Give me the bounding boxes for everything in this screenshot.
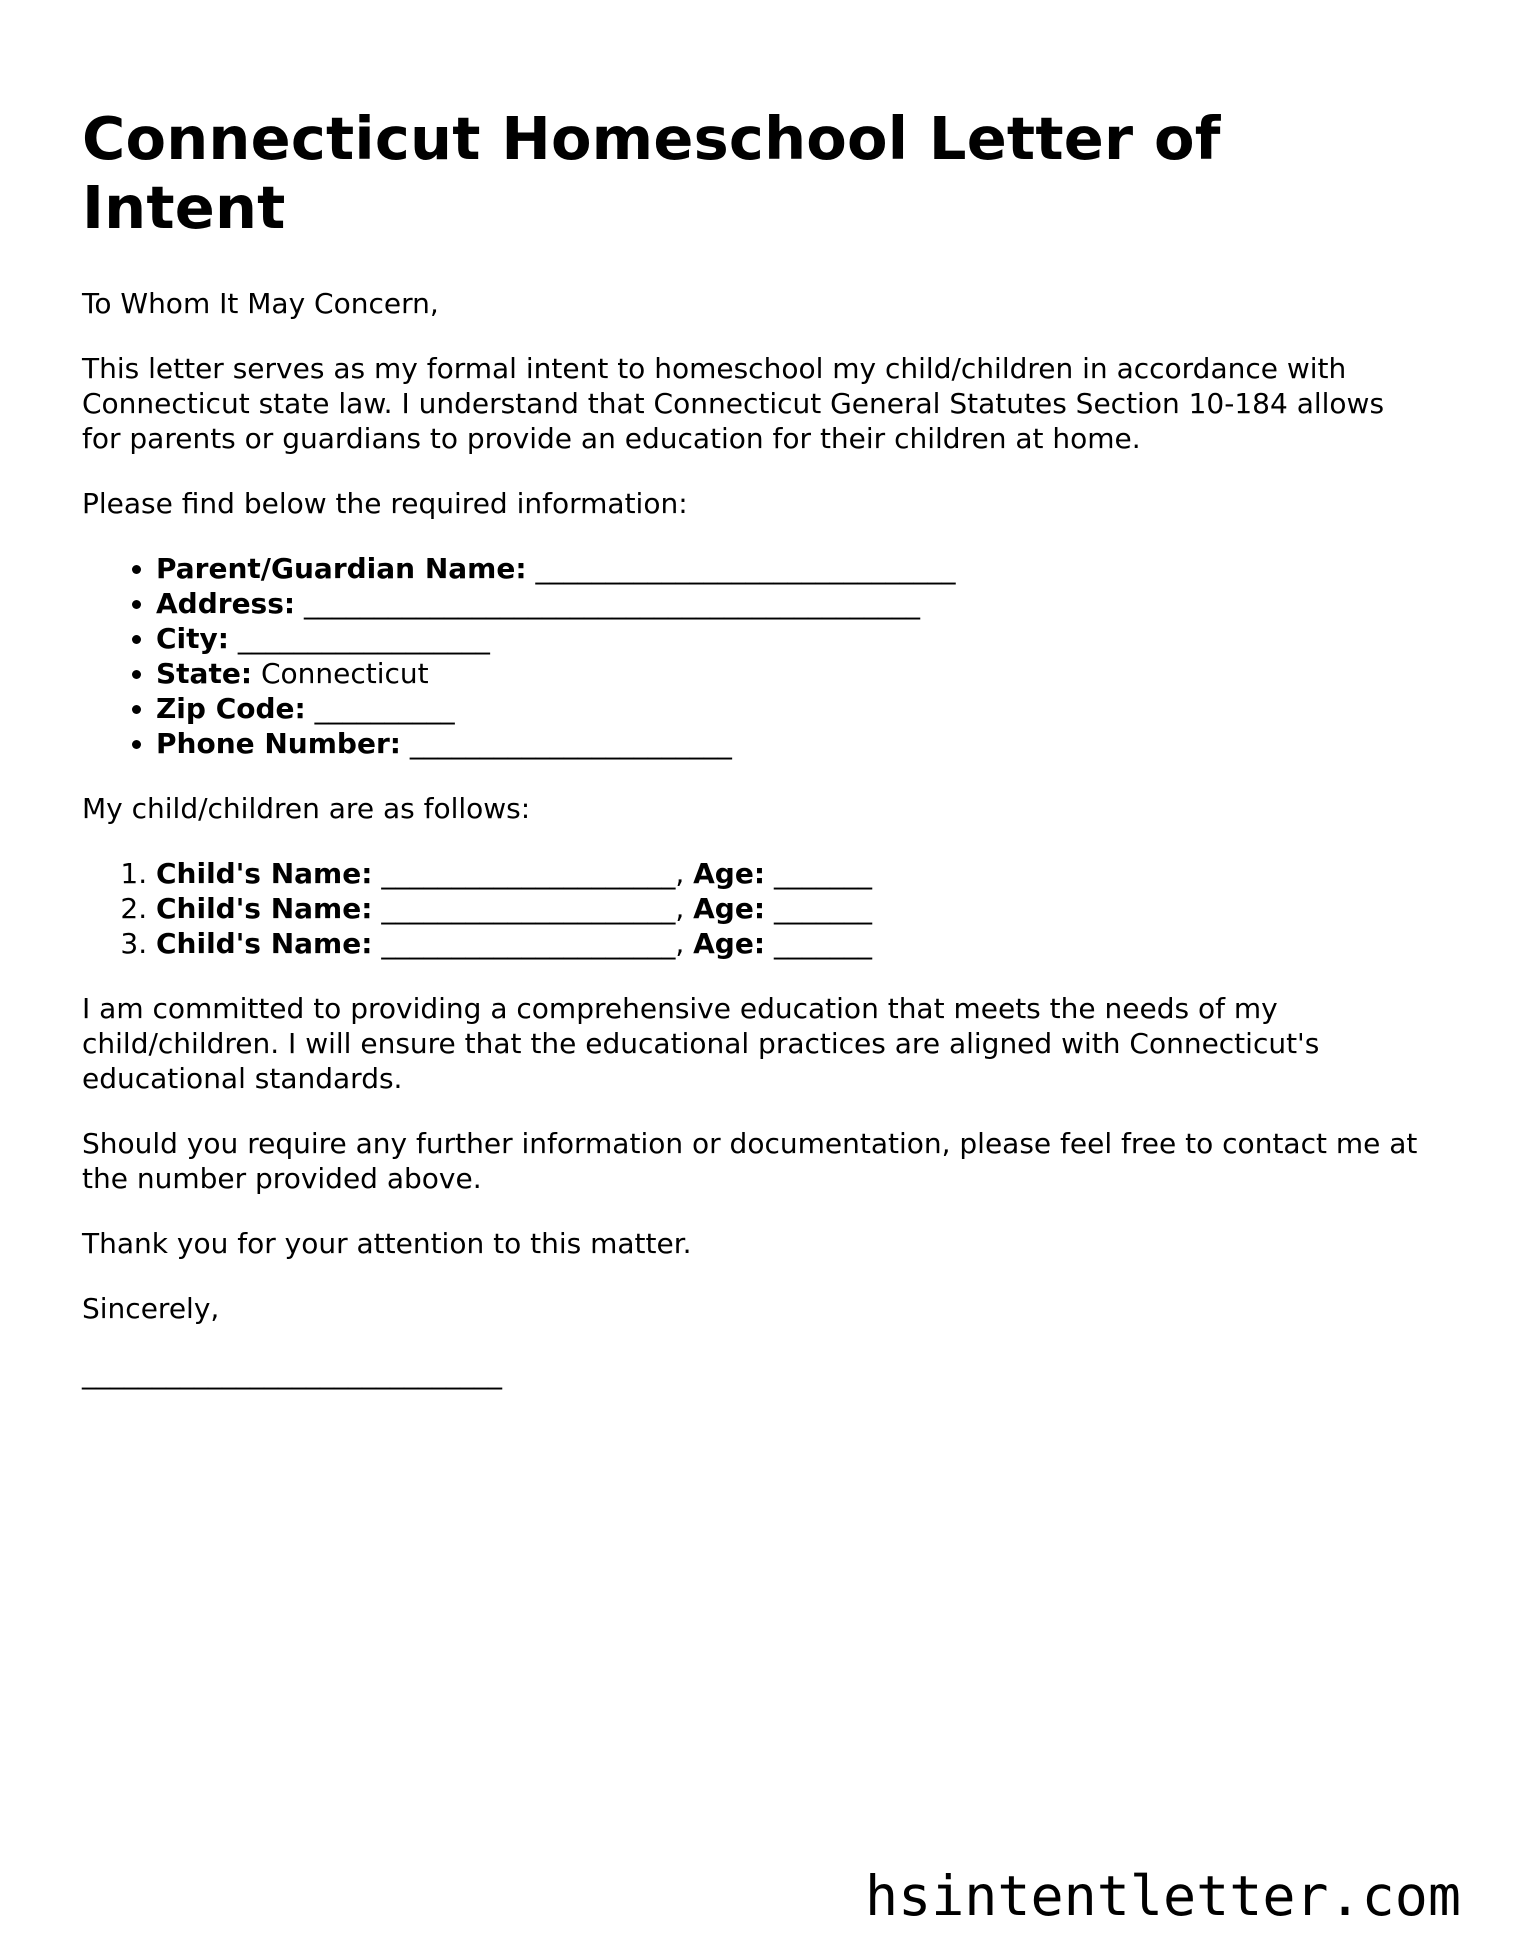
field-value: ______________________________ [535, 552, 956, 585]
child-name-label: Child's Name: [156, 927, 373, 960]
field-value: Connecticut [260, 657, 429, 690]
signature-line: ______________________________ [82, 1357, 502, 1390]
child-name-label: Child's Name: [156, 892, 373, 925]
footer-watermark: hsintentletter.com [864, 1864, 1461, 1928]
child-name-label: Child's Name: [156, 857, 373, 890]
field-label: State: [156, 657, 253, 690]
info-field-list [82, 551, 1422, 761]
info-field-city [156, 621, 1422, 656]
child-name-value: _____________________ [381, 927, 676, 960]
info-prompt: Please find below the required information: [82, 487, 688, 520]
child-entry [156, 891, 1422, 926]
field-label: Phone Number: [156, 727, 401, 760]
info-field-phone [156, 726, 1422, 761]
field-value: __________ [314, 692, 455, 725]
intro-paragraph: This letter serves as my formal intent to homeschool my child/children in accordance with Connecticut state law. I understand that Connecticut General Statutes Section 10-184 allows for parents or guardians to provide an education for their children at home. [82, 352, 1385, 455]
child-age-value: _______ [773, 892, 872, 925]
contact-paragraph: Should you require any further information or documentation, please feel free to contact me at the number provided above. [82, 1127, 1418, 1195]
separator: , [675, 927, 685, 960]
child-name-value: _____________________ [381, 892, 676, 925]
info-field-parent-name [156, 551, 1422, 586]
separator: , [675, 892, 685, 925]
child-entry [156, 926, 1422, 961]
child-age-value: _______ [773, 857, 872, 890]
thanks-paragraph: Thank you for your attention to this matter. [82, 1227, 692, 1260]
salutation: To Whom It May Concern, [82, 287, 439, 320]
field-label: Parent/Guardian Name: [156, 552, 527, 585]
child-entry [156, 856, 1422, 891]
children-list [82, 856, 1422, 961]
child-age-label: Age: [693, 927, 766, 960]
commitment-paragraph: I am committed to providing a comprehensive education that meets the needs of my child/children. I will ensure that the educational practices are aligned with Connecticut's educational standards. [82, 992, 1320, 1095]
info-field-zip [156, 691, 1422, 726]
field-label: Address: [156, 587, 296, 620]
field-value: _______________________ [409, 727, 732, 760]
page-title: Connecticut Homeschool Letter of Intent [82, 104, 1221, 242]
separator: , [675, 857, 685, 890]
closing: Sincerely, [82, 1292, 220, 1325]
field-value: ____________________________________________ [304, 587, 920, 620]
letter-document [82, 104, 1422, 1391]
child-age-label: Age: [693, 892, 766, 925]
field-label: City: [156, 622, 229, 655]
field-label: Zip Code: [156, 692, 306, 725]
child-age-label: Age: [693, 857, 766, 890]
children-prompt: My child/children are as follows: [82, 792, 531, 825]
info-field-address [156, 586, 1422, 621]
child-name-value: _____________________ [381, 857, 676, 890]
field-value: __________________ [237, 622, 490, 655]
child-age-value: _______ [773, 927, 872, 960]
info-field-state [156, 656, 1422, 691]
